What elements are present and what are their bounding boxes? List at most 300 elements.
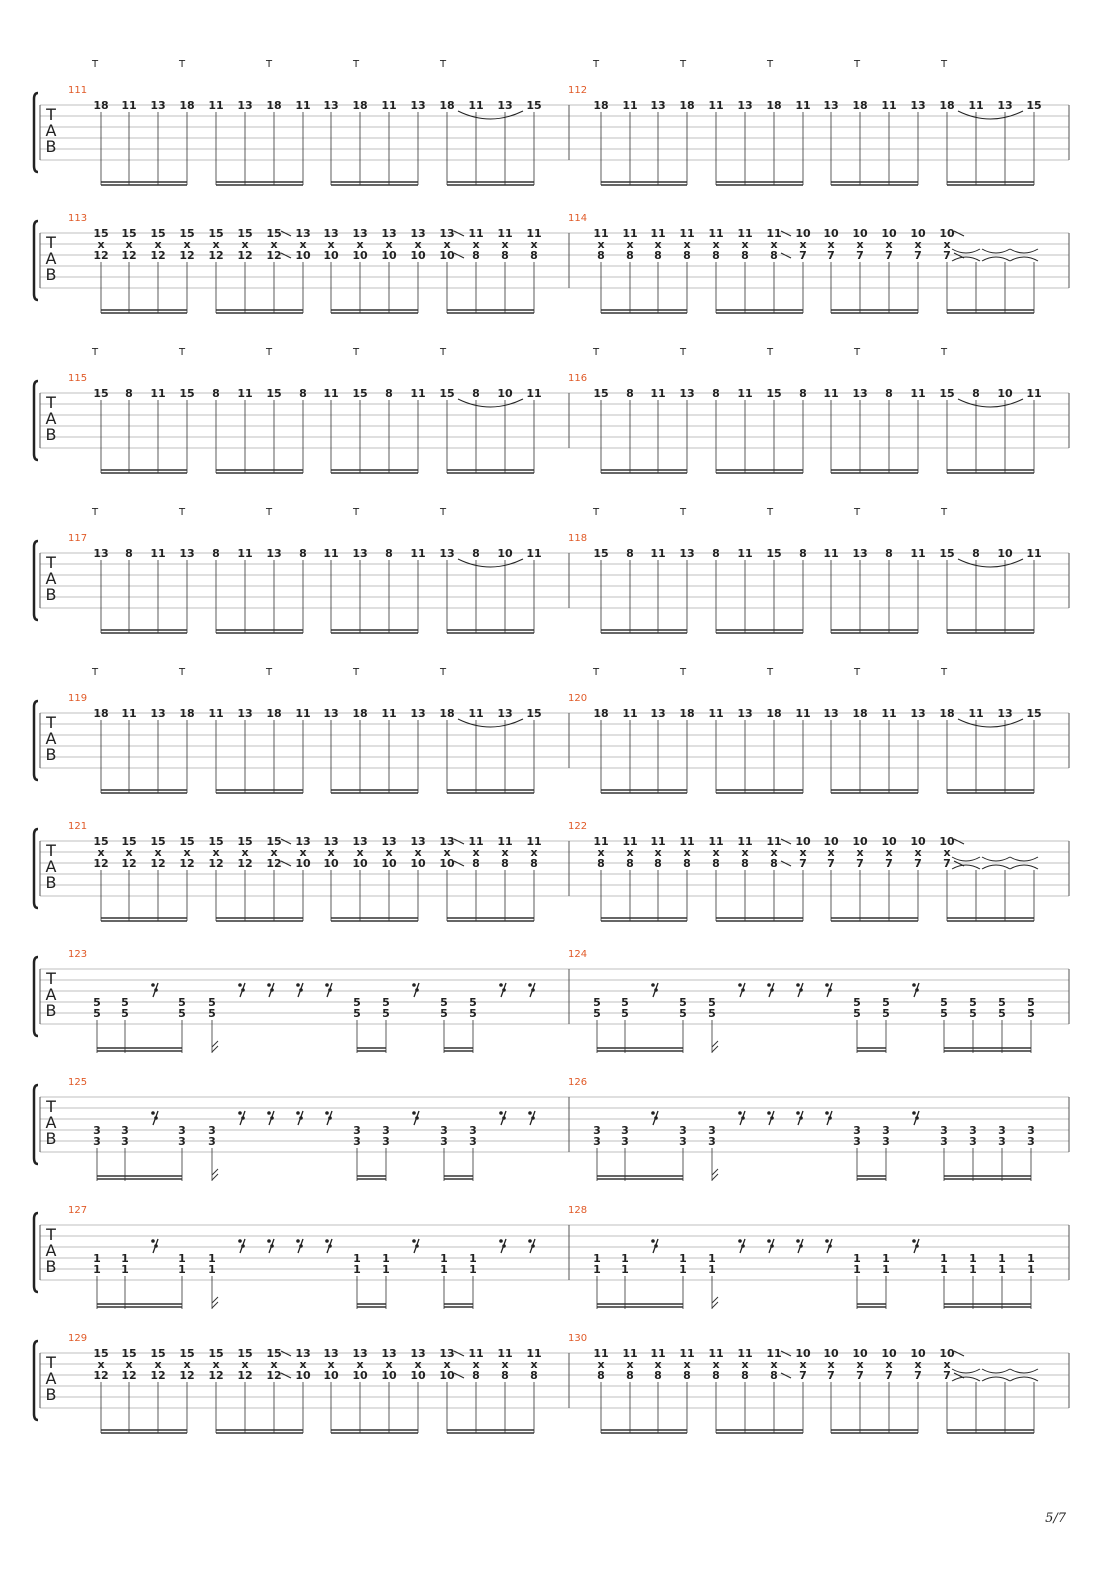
fret-number: x (712, 238, 720, 251)
measure-number: 111 (68, 85, 88, 96)
tapping-mark: T (265, 667, 273, 678)
fret-number: 7 (914, 1369, 922, 1382)
fret-number: 18 (266, 707, 282, 720)
fret-number: 10 (410, 857, 426, 870)
fret-number: 18 (766, 707, 782, 720)
slide-icon (281, 861, 291, 866)
fret-number: 11 (708, 1347, 724, 1360)
fret-number: 8 (501, 1369, 509, 1382)
fret-number: 11 (208, 707, 224, 720)
fret-number: 11 (237, 547, 253, 560)
fret-number: x (799, 846, 807, 859)
trill-icon (1010, 1377, 1038, 1381)
fret-number: 3 (969, 1124, 977, 1137)
rest-icon-dot (528, 1239, 532, 1243)
tab-clef-letter: A (45, 1113, 57, 1132)
fret-number: 12 (93, 1369, 109, 1382)
fret-number: 13 (439, 227, 455, 240)
fret-number: x (183, 1358, 191, 1371)
fret-number: x (530, 846, 538, 859)
note-flag (212, 1046, 218, 1052)
tab-clef-letter: B (45, 1385, 57, 1404)
fret-number: 7 (943, 1369, 951, 1382)
tab-system (34, 1205, 1069, 1309)
rest-icon-dot (651, 1111, 655, 1115)
fret-number: 18 (93, 707, 109, 720)
measure-number: 119 (68, 693, 88, 704)
tie-icon (458, 719, 523, 727)
fret-number: 8 (501, 249, 509, 262)
fret-number: 7 (856, 249, 864, 262)
rest-icon (296, 1239, 303, 1253)
fret-number: 10 (823, 1347, 839, 1360)
fret-number: 7 (799, 249, 807, 262)
tapping-mark: T (853, 347, 861, 358)
rest-icon-dot (296, 1111, 300, 1115)
fret-number: 3 (178, 1135, 186, 1148)
fret-number: 7 (827, 249, 835, 262)
fret-number: 1 (621, 1263, 629, 1276)
tapping-mark: T (91, 507, 99, 518)
fret-number: 18 (439, 707, 455, 720)
trill-icon (1010, 857, 1038, 861)
fret-number: 3 (882, 1135, 890, 1148)
fret-number: 11 (650, 227, 666, 240)
fret-number: 10 (352, 249, 368, 262)
fret-number: x (414, 846, 422, 859)
slide-icon (781, 1373, 791, 1378)
tapping-mark: T (265, 347, 273, 358)
measure-number: 124 (568, 949, 588, 960)
fret-number: 8 (712, 387, 720, 400)
fret-number: 8 (741, 1369, 749, 1382)
tie-icon (458, 559, 523, 567)
fret-number: 11 (766, 835, 782, 848)
fret-number: 11 (823, 387, 839, 400)
fret-number: 1 (940, 1252, 948, 1265)
fret-number: 11 (121, 707, 137, 720)
tapping-mark: T (592, 347, 600, 358)
fret-number: 11 (968, 99, 984, 112)
fret-number: 13 (910, 99, 926, 112)
fret-number: 11 (737, 835, 753, 848)
tapping-mark: T (592, 667, 600, 678)
fret-number: 5 (853, 996, 861, 1009)
fret-number: 18 (179, 707, 195, 720)
fret-number: 13 (323, 707, 339, 720)
tab-clef-letter: T (46, 1225, 56, 1244)
system-bracket-icon (34, 221, 38, 300)
fret-number: x (299, 846, 307, 859)
system-bracket-icon (34, 541, 38, 620)
trill-icon (1010, 257, 1038, 261)
fret-number: 3 (679, 1124, 687, 1137)
fret-number: 5 (708, 1007, 716, 1020)
fret-number: 3 (853, 1135, 861, 1148)
fret-number: x (443, 238, 451, 251)
fret-number: 8 (799, 387, 807, 400)
system-bracket-icon (34, 829, 38, 908)
fret-number: 11 (323, 387, 339, 400)
fret-number: 3 (353, 1124, 361, 1137)
fret-number: x (827, 238, 835, 251)
fret-number: x (501, 238, 509, 251)
fret-number: 11 (737, 387, 753, 400)
fret-number: 11 (468, 835, 484, 848)
fret-number: 13 (650, 99, 666, 112)
fret-number: x (241, 238, 249, 251)
fret-number: x (183, 238, 191, 251)
note-flag (212, 1169, 218, 1175)
fret-number: 5 (853, 1007, 861, 1020)
fret-number: 13 (295, 835, 311, 848)
tab-clef-letter: T (46, 1353, 56, 1372)
fret-number: 8 (885, 547, 893, 560)
fret-number: x (770, 238, 778, 251)
fret-number: 1 (708, 1263, 716, 1276)
fret-number: 5 (469, 996, 477, 1009)
fret-number: 11 (622, 227, 638, 240)
fret-number: 5 (679, 996, 687, 1009)
tapping-mark: T (178, 59, 186, 70)
tab-clef-letter: A (45, 1241, 57, 1260)
tab-system (34, 949, 1069, 1053)
fret-number: 11 (468, 99, 484, 112)
fret-number: 3 (1027, 1124, 1035, 1137)
fret-number: 5 (353, 996, 361, 1009)
fret-number: x (856, 238, 864, 251)
fret-number: 15 (1026, 707, 1042, 720)
fret-number: 5 (882, 996, 890, 1009)
fret-number: 5 (178, 996, 186, 1009)
fret-number: x (683, 238, 691, 251)
fret-number: 8 (885, 387, 893, 400)
fret-number: 13 (237, 707, 253, 720)
trill-icon (1010, 249, 1038, 253)
fret-number: 7 (914, 249, 922, 262)
tapping-mark: T (940, 59, 948, 70)
fret-number: 3 (940, 1135, 948, 1148)
fret-number: x (97, 846, 105, 859)
fret-number: x (125, 1358, 133, 1371)
fret-number: 15 (93, 1347, 109, 1360)
fret-number: 12 (266, 1369, 282, 1382)
fret-number: x (270, 846, 278, 859)
fret-number: 10 (997, 387, 1013, 400)
fret-number: x (414, 238, 422, 251)
fret-number: x (683, 846, 691, 859)
fret-number: 1 (121, 1252, 129, 1265)
fret-number: 3 (93, 1135, 101, 1148)
fret-number: 3 (853, 1124, 861, 1137)
fret-number: x (501, 846, 509, 859)
rest-icon (499, 1111, 506, 1125)
fret-number: 5 (208, 1007, 216, 1020)
fret-number: x (885, 238, 893, 251)
fret-number: x (183, 846, 191, 859)
fret-number: 3 (178, 1124, 186, 1137)
fret-number: 7 (943, 857, 951, 870)
rest-icon-dot (912, 983, 916, 987)
fret-number: 12 (208, 249, 224, 262)
fret-number: 8 (472, 1369, 480, 1382)
measure-number: 116 (568, 373, 588, 384)
fret-number: 5 (593, 1007, 601, 1020)
tab-clef-letter: B (45, 1257, 57, 1276)
fret-number: 3 (353, 1135, 361, 1148)
fret-number: 12 (266, 857, 282, 870)
trill-icon (952, 249, 980, 253)
fret-number: 11 (497, 835, 513, 848)
rest-icon (825, 983, 832, 997)
fret-number: x (241, 846, 249, 859)
fret-number: 5 (121, 1007, 129, 1020)
rest-icon-dot (412, 983, 416, 987)
rest-icon (796, 1111, 803, 1125)
fret-number: 1 (998, 1263, 1006, 1276)
fret-number: 13 (410, 835, 426, 848)
fret-number: x (212, 238, 220, 251)
fret-number: x (654, 846, 662, 859)
fret-number: x (856, 1358, 864, 1371)
fret-number: 15 (939, 547, 955, 560)
note-flag (212, 1041, 218, 1047)
fret-number: 15 (939, 387, 955, 400)
fret-number: 8 (597, 1369, 605, 1382)
fret-number: 10 (439, 857, 455, 870)
fret-number: 8 (385, 547, 393, 560)
rest-icon (325, 983, 332, 997)
slide-icon (454, 253, 464, 258)
fret-number: 8 (125, 387, 133, 400)
rest-icon (651, 983, 658, 997)
fret-number: 8 (530, 1369, 538, 1382)
fret-number: x (299, 1358, 307, 1371)
fret-number: 8 (125, 547, 133, 560)
fret-number: 1 (382, 1263, 390, 1276)
fret-number: 11 (468, 227, 484, 240)
fret-number: 12 (237, 1369, 253, 1382)
tie-icon (958, 399, 1023, 407)
tie-icon (958, 111, 1023, 119)
fret-number: x (501, 1358, 509, 1371)
fret-number: 15 (150, 227, 166, 240)
fret-number: 8 (972, 547, 980, 560)
page-number: 5/7 (1045, 1511, 1066, 1526)
fret-number: 10 (295, 249, 311, 262)
tapping-mark: T (679, 59, 687, 70)
fret-number: 10 (881, 835, 897, 848)
rest-icon-dot (412, 1111, 416, 1115)
rest-icon-dot (825, 1239, 829, 1243)
tapping-mark: T (853, 59, 861, 70)
fret-number: 11 (468, 1347, 484, 1360)
fret-number: 11 (650, 835, 666, 848)
fret-number: x (327, 1358, 335, 1371)
fret-number: 8 (626, 1369, 634, 1382)
measure-number: 130 (568, 1333, 588, 1344)
fret-number: 18 (593, 99, 609, 112)
fret-number: 3 (882, 1124, 890, 1137)
fret-number: x (270, 238, 278, 251)
fret-number: 11 (526, 1347, 542, 1360)
rest-icon-dot (238, 983, 242, 987)
fret-number: 10 (852, 835, 868, 848)
fret-number: x (943, 238, 951, 251)
tab-clef-letter: T (46, 1097, 56, 1116)
fret-number: 18 (679, 707, 695, 720)
fret-number: 5 (969, 1007, 977, 1020)
fret-number: 15 (121, 1347, 137, 1360)
measure-number: 114 (568, 213, 588, 224)
fret-number: 12 (237, 249, 253, 262)
fret-number: 12 (208, 857, 224, 870)
note-flag (212, 1302, 218, 1308)
measure-number: 126 (568, 1077, 588, 1088)
fret-number: 10 (852, 227, 868, 240)
fret-number: 13 (323, 835, 339, 848)
fret-number: 1 (621, 1252, 629, 1265)
fret-number: 8 (741, 249, 749, 262)
fret-number: 18 (352, 707, 368, 720)
fret-number: 11 (622, 99, 638, 112)
fret-number: 5 (353, 1007, 361, 1020)
fret-number: 1 (853, 1263, 861, 1276)
slide-icon (454, 1373, 464, 1378)
fret-number: 5 (121, 996, 129, 1009)
rest-icon (825, 1111, 832, 1125)
fret-number: 3 (940, 1124, 948, 1137)
fret-number: 1 (882, 1252, 890, 1265)
rest-icon-dot (296, 1239, 300, 1243)
fret-number: 5 (382, 1007, 390, 1020)
tab-clef-letter: A (45, 1369, 57, 1388)
fret-number: 8 (472, 387, 480, 400)
fret-number: 13 (439, 1347, 455, 1360)
fret-number: 5 (178, 1007, 186, 1020)
fret-number: 11 (708, 227, 724, 240)
tie-icon (458, 399, 523, 407)
fret-number: x (530, 238, 538, 251)
fret-number: 11 (497, 1347, 513, 1360)
fret-number: 8 (712, 857, 720, 870)
fret-number: 1 (440, 1263, 448, 1276)
system-bracket-icon (34, 701, 38, 780)
tapping-mark: T (439, 507, 447, 518)
fret-number: x (443, 1358, 451, 1371)
tapping-mark: T (439, 59, 447, 70)
fret-number: 10 (823, 227, 839, 240)
fret-number: 8 (530, 857, 538, 870)
fret-number: 8 (212, 387, 220, 400)
slide-icon (454, 231, 464, 236)
rest-icon (325, 1111, 332, 1125)
rest-icon-dot (296, 983, 300, 987)
system-bracket-icon (34, 957, 38, 1036)
trill-icon (982, 857, 1010, 861)
measure-number: 115 (68, 373, 88, 384)
fret-number: 3 (679, 1135, 687, 1148)
fret-number: 5 (382, 996, 390, 1009)
rest-icon (412, 1239, 419, 1253)
fret-number: 1 (208, 1252, 216, 1265)
tab-system (34, 507, 1069, 633)
rest-icon (651, 1111, 658, 1125)
rest-icon (151, 1239, 158, 1253)
rest-icon-dot (325, 983, 329, 987)
fret-number: 10 (352, 857, 368, 870)
fret-number: 13 (323, 1347, 339, 1360)
fret-number: 8 (683, 1369, 691, 1382)
fret-number: 10 (410, 249, 426, 262)
fret-number: 18 (593, 707, 609, 720)
fret-number: 13 (650, 707, 666, 720)
rest-icon (528, 1111, 535, 1125)
fret-number: 15 (150, 835, 166, 848)
fret-number: x (472, 846, 480, 859)
rest-icon (296, 1111, 303, 1125)
rest-icon (796, 983, 803, 997)
rest-icon-dot (651, 983, 655, 987)
fret-number: x (597, 846, 605, 859)
fret-number: 10 (439, 1369, 455, 1382)
fret-number: 15 (266, 227, 282, 240)
fret-number: x (626, 1358, 634, 1371)
fret-number: x (356, 1358, 364, 1371)
fret-number: 11 (679, 1347, 695, 1360)
tab-clef-letter: T (46, 233, 56, 252)
fret-number: 11 (622, 1347, 638, 1360)
fret-number: 11 (737, 1347, 753, 1360)
fret-number: x (885, 1358, 893, 1371)
fret-number: 13 (439, 547, 455, 560)
fret-number: 12 (93, 857, 109, 870)
fret-number: 15 (266, 387, 282, 400)
fret-number: 10 (410, 1369, 426, 1382)
fret-number: 3 (121, 1124, 129, 1137)
fret-number: 13 (381, 1347, 397, 1360)
fret-number: x (472, 238, 480, 251)
fret-number: x (472, 1358, 480, 1371)
fret-number: 5 (969, 996, 977, 1009)
fret-number: 5 (940, 1007, 948, 1020)
system-bracket-icon (34, 1341, 38, 1420)
tie-icon (958, 559, 1023, 567)
tapping-mark: T (592, 59, 600, 70)
rest-icon-dot (767, 1239, 771, 1243)
fret-number: 10 (910, 227, 926, 240)
fret-number: 11 (150, 547, 166, 560)
fret-number: x (770, 846, 778, 859)
fret-number: 3 (208, 1124, 216, 1137)
slide-icon (781, 861, 791, 866)
tapping-mark: T (91, 347, 99, 358)
fret-number: 12 (208, 1369, 224, 1382)
measure-number: 123 (68, 949, 88, 960)
fret-number: 11 (823, 547, 839, 560)
fret-number: 3 (1027, 1135, 1035, 1148)
fret-number: 13 (410, 99, 426, 112)
fret-number: 11 (526, 387, 542, 400)
rest-icon (912, 1111, 919, 1125)
fret-number: 1 (679, 1252, 687, 1265)
fret-number: 12 (237, 857, 253, 870)
rest-icon (528, 1239, 535, 1253)
trill-icon (982, 1377, 1010, 1381)
fret-number: 8 (530, 249, 538, 262)
fret-number: 13 (852, 387, 868, 400)
fret-number: 10 (939, 1347, 955, 1360)
